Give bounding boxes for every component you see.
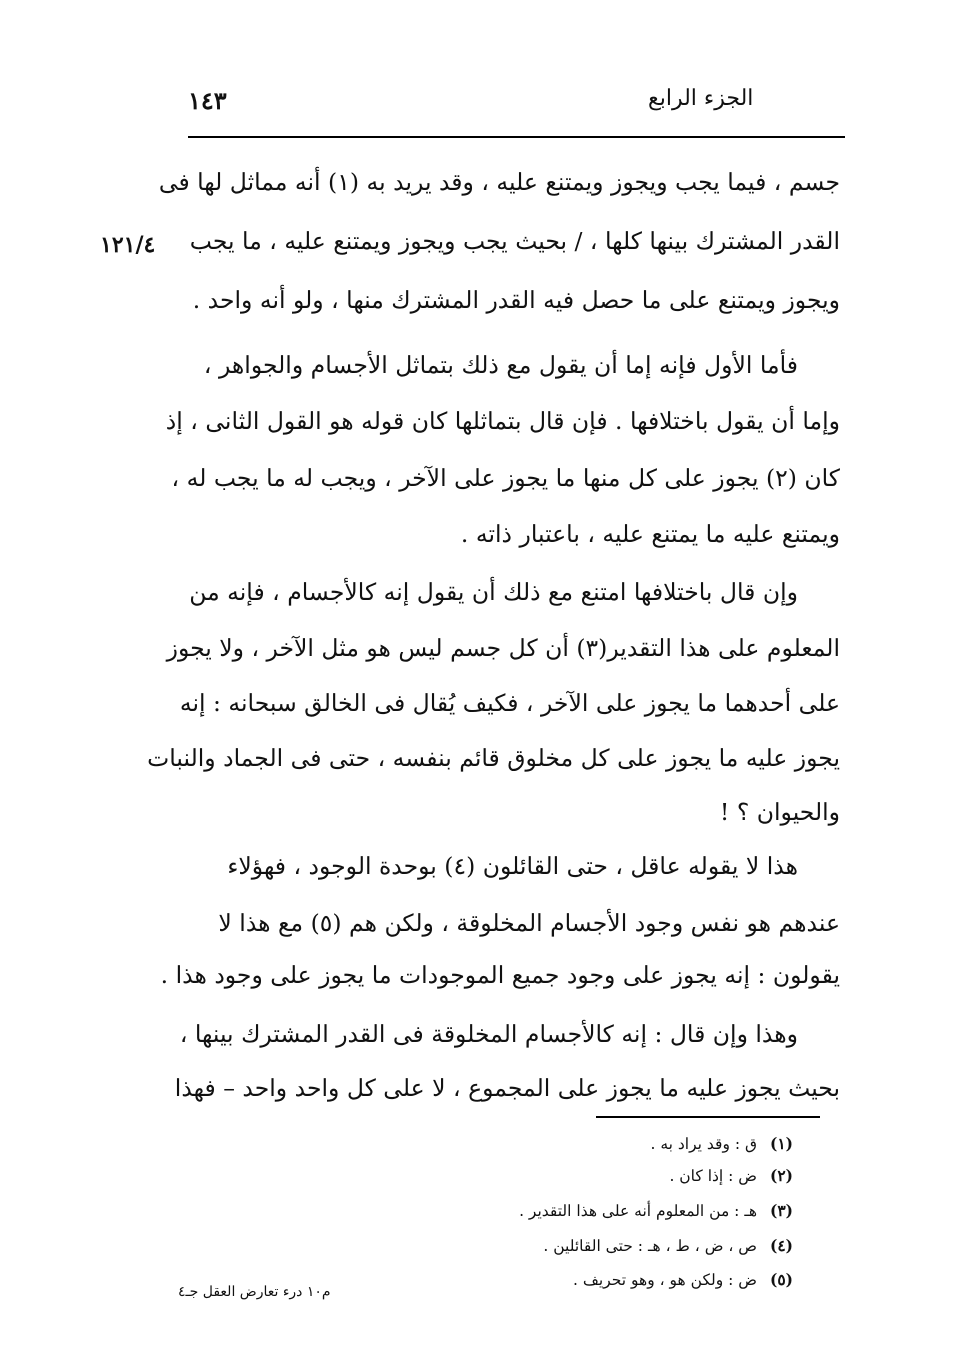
- body-line: وهذا وإن قال : إنه كالأجسام المخلوقة فى القدر المشترك بينها ،: [179, 1020, 798, 1048]
- footnote-number: (٣): [769, 1201, 793, 1220]
- body-line: على أحدهما ما يجوز على الآخر ، فكيف يُقال فى الخالق سبحانه : إنه: [179, 689, 840, 717]
- body-line: والحيوان ؟ !: [719, 798, 840, 826]
- footnote: [373, 1270, 793, 1289]
- body-line: وإن قال باختلافها امتنع مع ذلك أن يقول إنه كالأجسام ، فإنه من: [189, 578, 798, 606]
- footnote-text: ص ، ض ، ط ، هـ : حتى القائلين .: [543, 1237, 758, 1255]
- header-rule: [188, 136, 845, 138]
- body-line: يجوز عليه ما يجوز على كل مخلوق قائم بنفسه ، حتى فى الجماد والنبات: [147, 744, 840, 772]
- page-number: ١٤٣: [188, 86, 227, 115]
- footnote-text: هـ : من المعلوم أنه على هذا التقدير .: [519, 1202, 758, 1220]
- footnote: [373, 1134, 793, 1153]
- footnote-number: (٢): [769, 1166, 793, 1185]
- body-line: كان (٢) يجوز على كل منها ما يجوز على الآخر ، ويجب له ما يجب له ،: [171, 464, 840, 492]
- footnote-text: ض : ولكن هو ، وهو تحريف .: [573, 1271, 758, 1289]
- margin-reference: ١٢١/٤: [100, 232, 156, 258]
- footnote-number: (٤): [769, 1236, 793, 1255]
- footnote: [373, 1166, 793, 1185]
- body-line: القدر المشترك بينها كلها ، / بحيث يجب ويجوز ويمتنع عليه ، ما يجب: [189, 227, 840, 255]
- body-line: يقولون : إنه يجوز على وجود جميع الموجودات ما يجوز على وجود هذا .: [160, 961, 840, 989]
- footnote-text: ض : إذا كان .: [669, 1167, 758, 1185]
- footnote: [373, 1236, 793, 1255]
- body-line: جسم ، فيما يجب ويجوز ويمتنع عليه ، وقد يريد به (١) أنه مماثل لها فى: [158, 168, 840, 196]
- body-line: فأما الأول فإنه إما أن يقول مع ذلك بتماثل الأجسام والجواهر ،: [203, 351, 798, 379]
- body-line: ويجوز ويمتنع على ما حصل فيه القدر المشترك منها ، ولو أنه واحد .: [192, 286, 840, 314]
- body-line: هذا لا يقوله عاقل ، حتى القائلون (٤) بوحدة الوجود ، فهؤلاء: [227, 852, 798, 880]
- signature-mark: م١٠ درء تعارض العقل جـ٤: [178, 1284, 331, 1300]
- footnote-number: (٥): [769, 1270, 793, 1289]
- running-title: الجزء الرابع: [648, 86, 754, 111]
- body-line: ويمتنع عليه ما يمتنع عليه ، باعتبار ذاته .: [460, 520, 840, 548]
- footnote: [373, 1201, 793, 1220]
- footnote-text: ق : وقد يراد به .: [650, 1135, 758, 1153]
- body-line: عندهم هو نفس وجود الأجسام المخلوقة ، ولكن هم (٥) مع هذا لا: [218, 909, 840, 937]
- footnote-rule: [596, 1116, 820, 1118]
- footnote-number: (١): [769, 1134, 793, 1153]
- page-header: [188, 82, 843, 122]
- body-line: بحيث يجوز عليه ما يجوز على المجموع ، لا على كل واحد واحد – فهذا: [174, 1074, 840, 1102]
- body-line: المعلوم على هذا التقدير(٣) أن كل جسم ليس هو مثل الآخر ، ولا يجوز: [166, 634, 840, 662]
- body-line: وإما أن يقول باختلافها . فإن قال بتماثلها كان قوله هو القول الثانى ، إذ: [165, 407, 840, 435]
